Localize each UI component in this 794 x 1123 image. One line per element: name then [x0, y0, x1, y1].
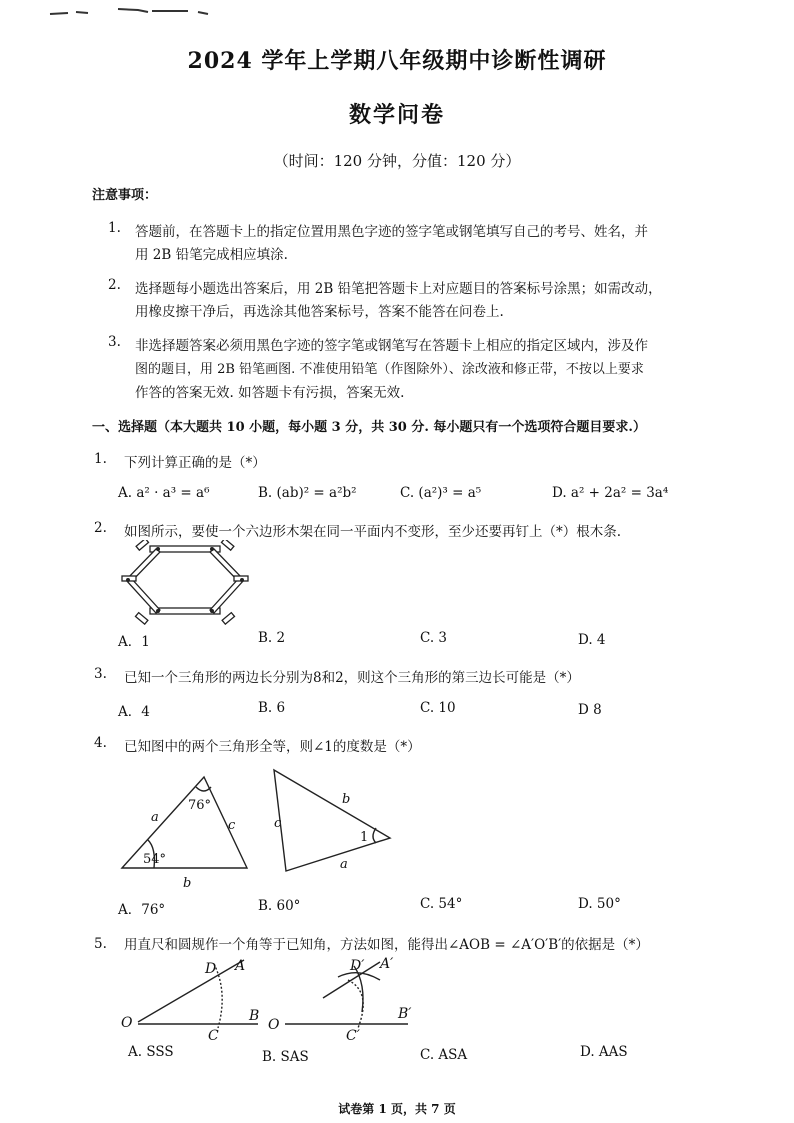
option-a: A．1: [118, 634, 150, 650]
notice-line: 图的题目，用 2B 铅笔画图. 不准使用铅笔（作图除外）、涂改液和修正带，不按以上要求: [135, 362, 644, 377]
option-b: B. (ab)² = a²b²: [258, 485, 357, 501]
option-c: C. ASA: [420, 1047, 468, 1063]
point-D-prime-label: D′: [350, 958, 365, 974]
question-number: 3.: [94, 666, 107, 682]
option-d: D 8: [578, 702, 602, 718]
point-O-label: O: [121, 1015, 133, 1031]
option-a: A. a² · a³ = a⁶: [118, 485, 210, 501]
time-info: （时间：120 分钟，分值：120 分）: [273, 152, 521, 170]
option-a: A．76°: [118, 902, 166, 918]
side-b-label: b: [342, 792, 351, 807]
option-b: B. 60°: [258, 898, 301, 914]
notice-line: 作答的答案无效. 如答题卡有污损，答案无效.: [135, 385, 405, 401]
point-C-prime-label: C′: [346, 1028, 360, 1044]
option-c: C. 54°: [420, 896, 463, 912]
side-a-label: a: [340, 857, 348, 872]
notice-number: 3.: [108, 334, 121, 350]
question-text: 已知一个三角形的两边长分别为8和2，则这个三角形的第三边长可能是（*）: [124, 670, 580, 686]
notice-line: 答题前，在答题卡上的指定位置用黑色字迹的签字笔或钢笔填写自己的考号、姓名，并: [135, 224, 648, 240]
option-d: D. a² + 2a² = 3a⁴: [552, 485, 669, 501]
option-c: C. (a²)³ = a⁵: [400, 485, 482, 501]
question-number: 4.: [94, 735, 107, 751]
point-A-label: A: [235, 958, 246, 974]
option-b: B. SAS: [262, 1049, 309, 1065]
notice-line: 非选择题答案必须用黑色字迹的签字笔或钢笔写在答题卡上相应的指定区域内，涉及作: [135, 338, 648, 354]
side-c-label: c: [274, 816, 282, 831]
option-b: B. 6: [258, 700, 286, 716]
scan-artifact: [48, 6, 213, 18]
question-text: 已知图中的两个三角形全等，则∠1的度数是（*）: [124, 739, 421, 755]
page-footer: 试卷第 1 页，共 7 页: [338, 1102, 456, 1116]
question-text: 用直尺和圆规作一个角等于已知角，方法如图，能得出∠AOB = ∠A′O′B′的依据是（*）: [124, 937, 649, 953]
option-d: D. 50°: [578, 896, 621, 912]
question-number: 2.: [94, 520, 107, 536]
option-b: B. 2: [258, 630, 286, 646]
question-number: 5.: [94, 936, 107, 952]
point-B-label: B: [249, 1008, 260, 1024]
notice-heading: 注意事项：: [92, 188, 158, 203]
question-text: 下列计算正确的是（*）: [124, 455, 266, 471]
notice-line: 用 2B 铅笔完成相应填涂.: [135, 247, 288, 263]
point-D-label: D: [205, 961, 217, 977]
notice-line: 选择题每小题选出答案后，用 2B 铅笔把答题卡上对应题目的答案标号涂黑；如需改动，: [135, 281, 662, 297]
question-text: 如图所示，要使一个六边形木架在同一平面内不变形，至少还要再钉上（*）根木条.: [124, 524, 622, 540]
notice-line: 用橡皮擦干净后，再选涂其他答案标号，答案不能答在问卷上.: [135, 304, 504, 320]
question-number: 1.: [94, 451, 107, 467]
point-B-prime-label: B′: [398, 1006, 412, 1022]
notice-number: 1.: [108, 220, 121, 236]
option-c: C. 3: [420, 630, 448, 646]
angle-76-label: 76°: [188, 798, 212, 813]
point-O-prime-label: O: [268, 1017, 280, 1033]
point-A-prime-label: A′: [380, 956, 394, 972]
side-a-label: a: [151, 810, 159, 825]
notice-number: 2.: [108, 277, 121, 293]
hexagon-frame-figure: [118, 540, 253, 625]
congruent-triangles-figure: [110, 765, 410, 895]
option-d: D. 4: [578, 632, 606, 648]
point-C-label: C: [208, 1028, 219, 1044]
exam-title: 2024 学年上学期八年级期中诊断性调研: [187, 48, 607, 74]
option-a: A．4: [118, 704, 150, 720]
side-c-label: c: [228, 818, 236, 833]
angle-construction-figure: [118, 952, 438, 1047]
option-d: D. AAS: [580, 1044, 628, 1060]
angle-1-label: 1: [360, 830, 369, 845]
option-c: C. 10: [420, 700, 456, 716]
option-a: A. SSS: [128, 1044, 174, 1060]
exam-subtitle: 数学问卷: [348, 102, 445, 128]
section-heading: 一、选择题（本大题共 10 小题，每小题 3 分，共 30 分. 每小题只有一个选项符合题目要求.）: [92, 420, 646, 435]
angle-54-label: 54°: [143, 852, 167, 867]
side-b-label: b: [183, 876, 192, 891]
triangle-2: [274, 770, 390, 871]
